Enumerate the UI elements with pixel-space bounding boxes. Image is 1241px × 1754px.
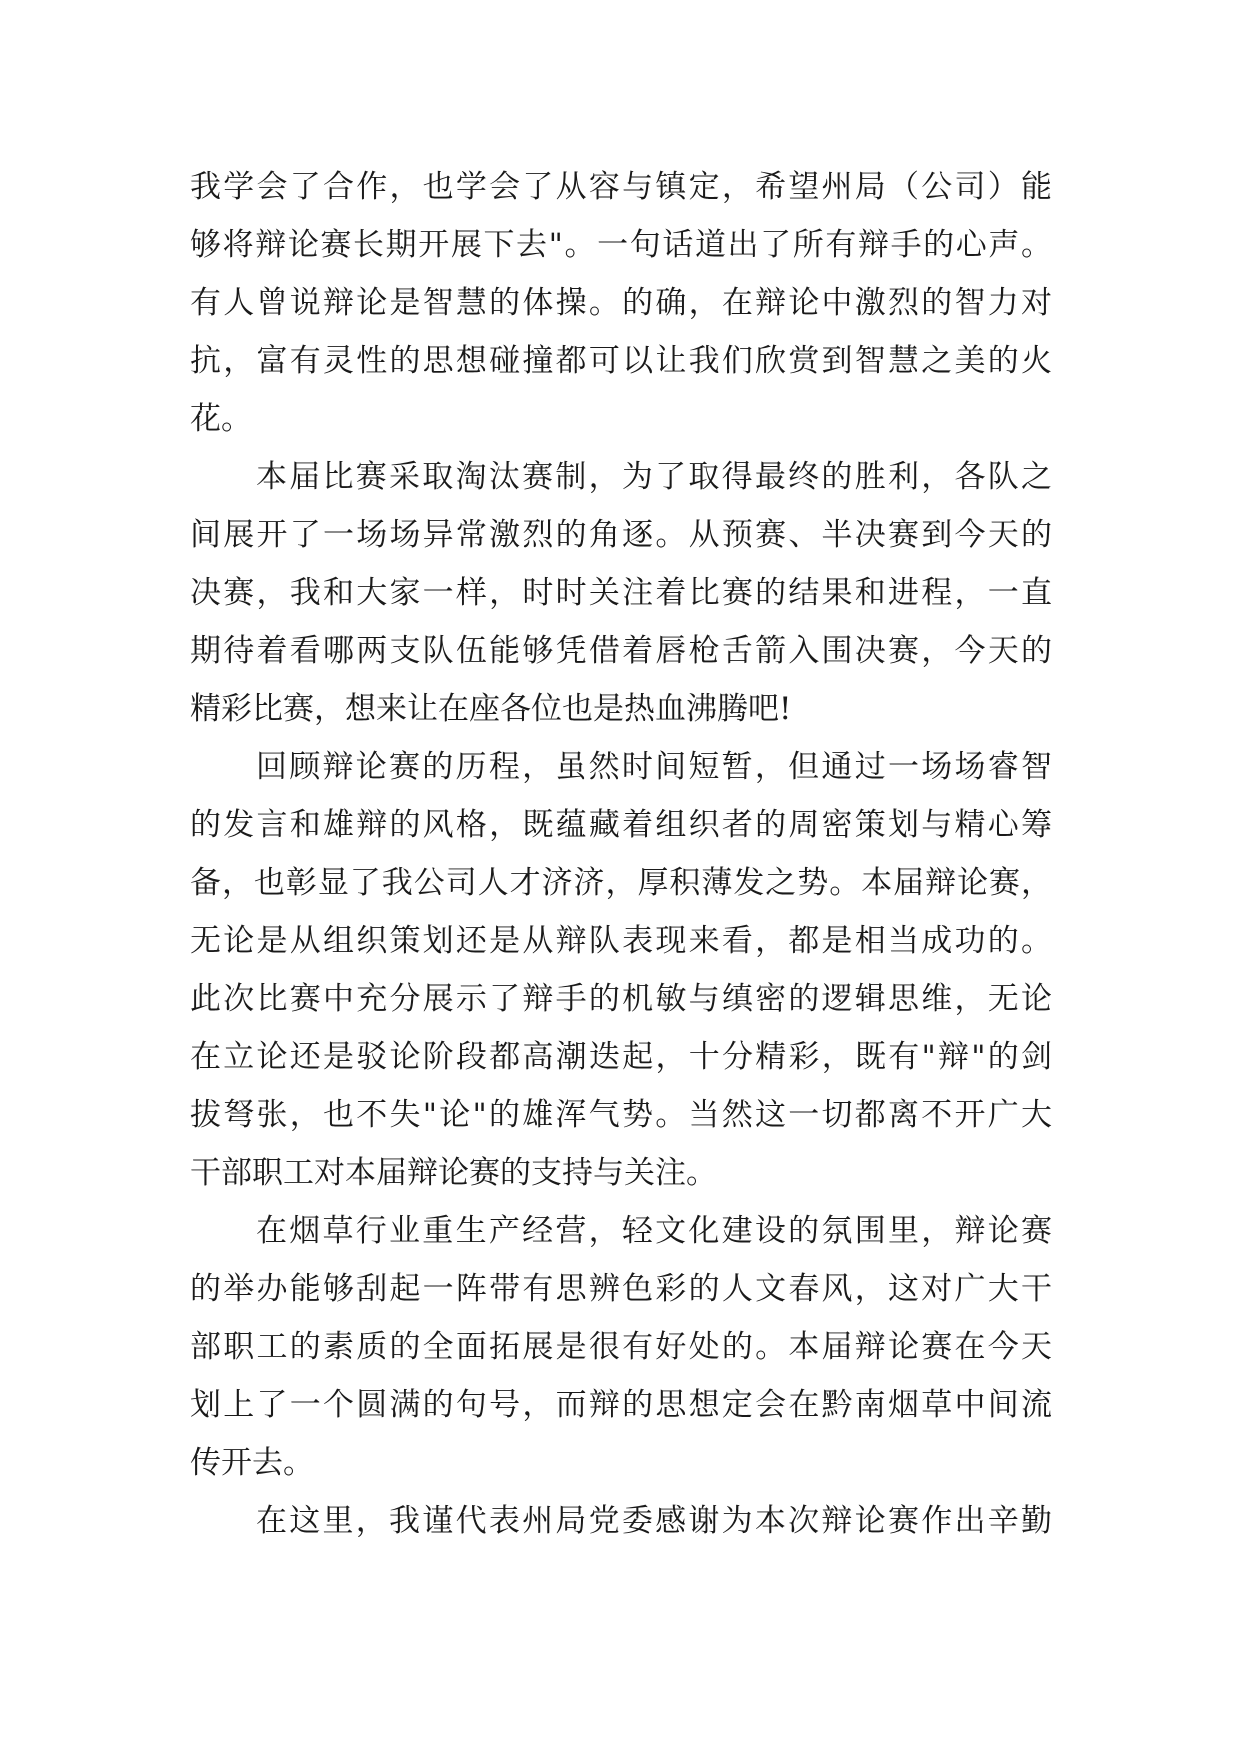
text-line: 划上了一个圆满的句号，而辩的思想定会在黔南烟草中间流 (190, 1387, 1052, 1423)
text-line: 够将辩论赛长期开展下去"。一句话道出了所有辩手的心声。 (190, 227, 1052, 263)
text-line: 在立论还是驳论阶段都高潮迭起，十分精彩，既有"辩"的剑 (190, 1039, 1052, 1075)
text-line: 的发言和雄辩的风格，既蕴藏着组织者的周密策划与精心筹 (190, 807, 1052, 843)
paragraph (190, 448, 1052, 738)
text-line: 部职工的素质的全面拓展是很有好处的。本届辩论赛在今天 (190, 1329, 1052, 1365)
paragraph (190, 158, 1052, 448)
text-line: 花。 (190, 401, 252, 437)
text-line: 在这里，我谨代表州局党委感谢为本次辩论赛作出辛勤 (256, 1503, 1052, 1539)
text-line: 抗，富有灵性的思想碰撞都可以让我们欣赏到智慧之美的火 (190, 343, 1052, 379)
text-line: 本届比赛采取淘汰赛制，为了取得最终的胜利，各队之 (256, 459, 1052, 495)
paragraph (190, 1202, 1052, 1492)
text-line: 回顾辩论赛的历程，虽然时间短暂，但通过一场场睿智 (256, 749, 1052, 785)
paragraph (190, 738, 1052, 1202)
text-line: 传开去。 (190, 1445, 314, 1481)
text-line: 此次比赛中充分展示了辩手的机敏与缜密的逻辑思维，无论 (190, 981, 1052, 1017)
text-line: 拔弩张，也不失"论"的雄浑气势。当然这一切都离不开广大 (190, 1097, 1052, 1133)
text-line: 在烟草行业重生产经营，轻文化建设的氛围里，辩论赛 (256, 1213, 1052, 1249)
text-line: 间展开了一场场异常激烈的角逐。从预赛、半决赛到今天的 (190, 517, 1052, 553)
text-line: 决赛，我和大家一样，时时关注着比赛的结果和进程，一直 (190, 575, 1052, 611)
text-line: 有人曾说辩论是智慧的体操。的确，在辩论中激烈的智力对 (190, 285, 1052, 321)
text-line: 精彩比赛，想来让在座各位也是热血沸腾吧! (190, 691, 792, 727)
paragraph (190, 1492, 1052, 1550)
text-line: 干部职工对本届辩论赛的支持与关注。 (190, 1155, 717, 1191)
text-line: 的举办能够刮起一阵带有思辨色彩的人文春风，这对广大干 (190, 1271, 1052, 1307)
body-text (190, 158, 1052, 1550)
text-line: 备，也彰显了我公司人才济济，厚积薄发之势。本届辩论赛， (190, 865, 1052, 901)
text-line: 无论是从组织策划还是从辩队表现来看，都是相当成功的。 (190, 923, 1052, 959)
text-line: 期待着看哪两支队伍能够凭借着唇枪舌箭入围决赛，今天的 (190, 633, 1052, 669)
text-line: 我学会了合作，也学会了从容与镇定，希望州局（公司）能 (190, 169, 1052, 205)
